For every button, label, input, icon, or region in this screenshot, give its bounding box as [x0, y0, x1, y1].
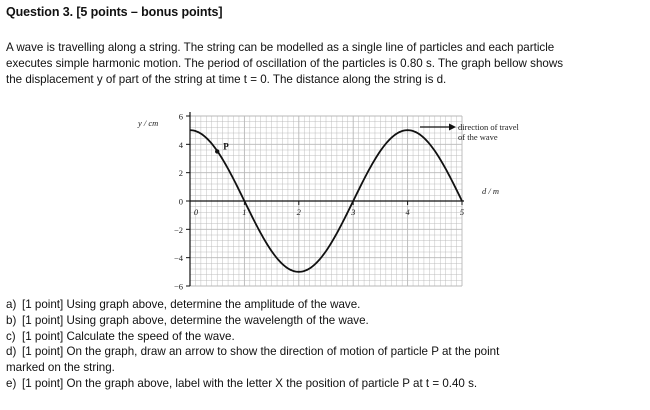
question-item-d	[6, 344, 646, 360]
y-axis-label: y / cm	[138, 118, 159, 128]
question-item-d-continued	[6, 360, 646, 376]
question-item-b	[6, 313, 646, 329]
question-text: marked on the string.	[6, 361, 115, 375]
question-text: [1 point] Using graph above, determine the wavelength of the wave.	[22, 313, 369, 327]
question-letter: c)	[6, 329, 16, 343]
x-axis-label: d / m	[482, 186, 499, 196]
y-tick-label: 4	[178, 139, 183, 150]
question-text: [1 point] Using graph above, determine the amplitude of the wave.	[22, 298, 361, 311]
graph-axes	[186, 112, 464, 286]
question-letter: e)	[6, 376, 17, 390]
question-item-e	[6, 376, 646, 392]
intro-line: A wave is travelling along a string. The string can be modelled as a single line of particles and each particle	[6, 41, 555, 54]
question-letter: a)	[6, 298, 17, 311]
question-list	[6, 297, 646, 392]
x-tick-label: 0	[193, 207, 199, 217]
x-tick-label: 2	[296, 207, 301, 217]
question-item-c	[6, 329, 646, 345]
y-tick-label: −6	[173, 281, 183, 292]
question-text: [1 point] On the graph above, label with the letter X the position of particle P at t = 0.40 s.	[22, 376, 478, 390]
intro-line: the displacement y of part of the string at time t = 0. The distance along the string is d.	[6, 73, 447, 86]
particle-p-label: P	[223, 141, 229, 152]
question-letter: d)	[6, 345, 17, 359]
intro-line: executes simple harmonic motion. The period of oscillation of the particles is 0.80 s. The graph bellow shows	[6, 57, 564, 70]
x-tick-label: 4	[405, 207, 410, 217]
x-tick-label: 1	[242, 207, 247, 217]
question-text: [1 point] Calculate the speed of the wave.	[22, 329, 235, 343]
direction-arrow-head	[449, 124, 456, 131]
x-tick-label: 3	[351, 207, 356, 217]
y-tick-label: −4	[173, 253, 183, 264]
y-tick-label: −2	[173, 224, 183, 235]
direction-label-line1: direction of travel	[458, 122, 519, 132]
y-tick-label: 0	[178, 196, 183, 207]
y-tick-label: 6	[178, 111, 183, 122]
question-text: [1 point] On the graph, draw an arrow to show the direction of motion of particle P at the point	[22, 345, 500, 359]
direction-label-line2: of the wave	[458, 132, 498, 142]
question-letter: b)	[6, 313, 17, 327]
y-tick-label: 2	[178, 168, 183, 179]
question-heading: Question 3. [5 points – bonus points]	[6, 5, 223, 19]
particle-p-dot	[215, 149, 219, 153]
x-tick-label: 5	[459, 207, 465, 217]
question-item-a	[6, 297, 646, 313]
